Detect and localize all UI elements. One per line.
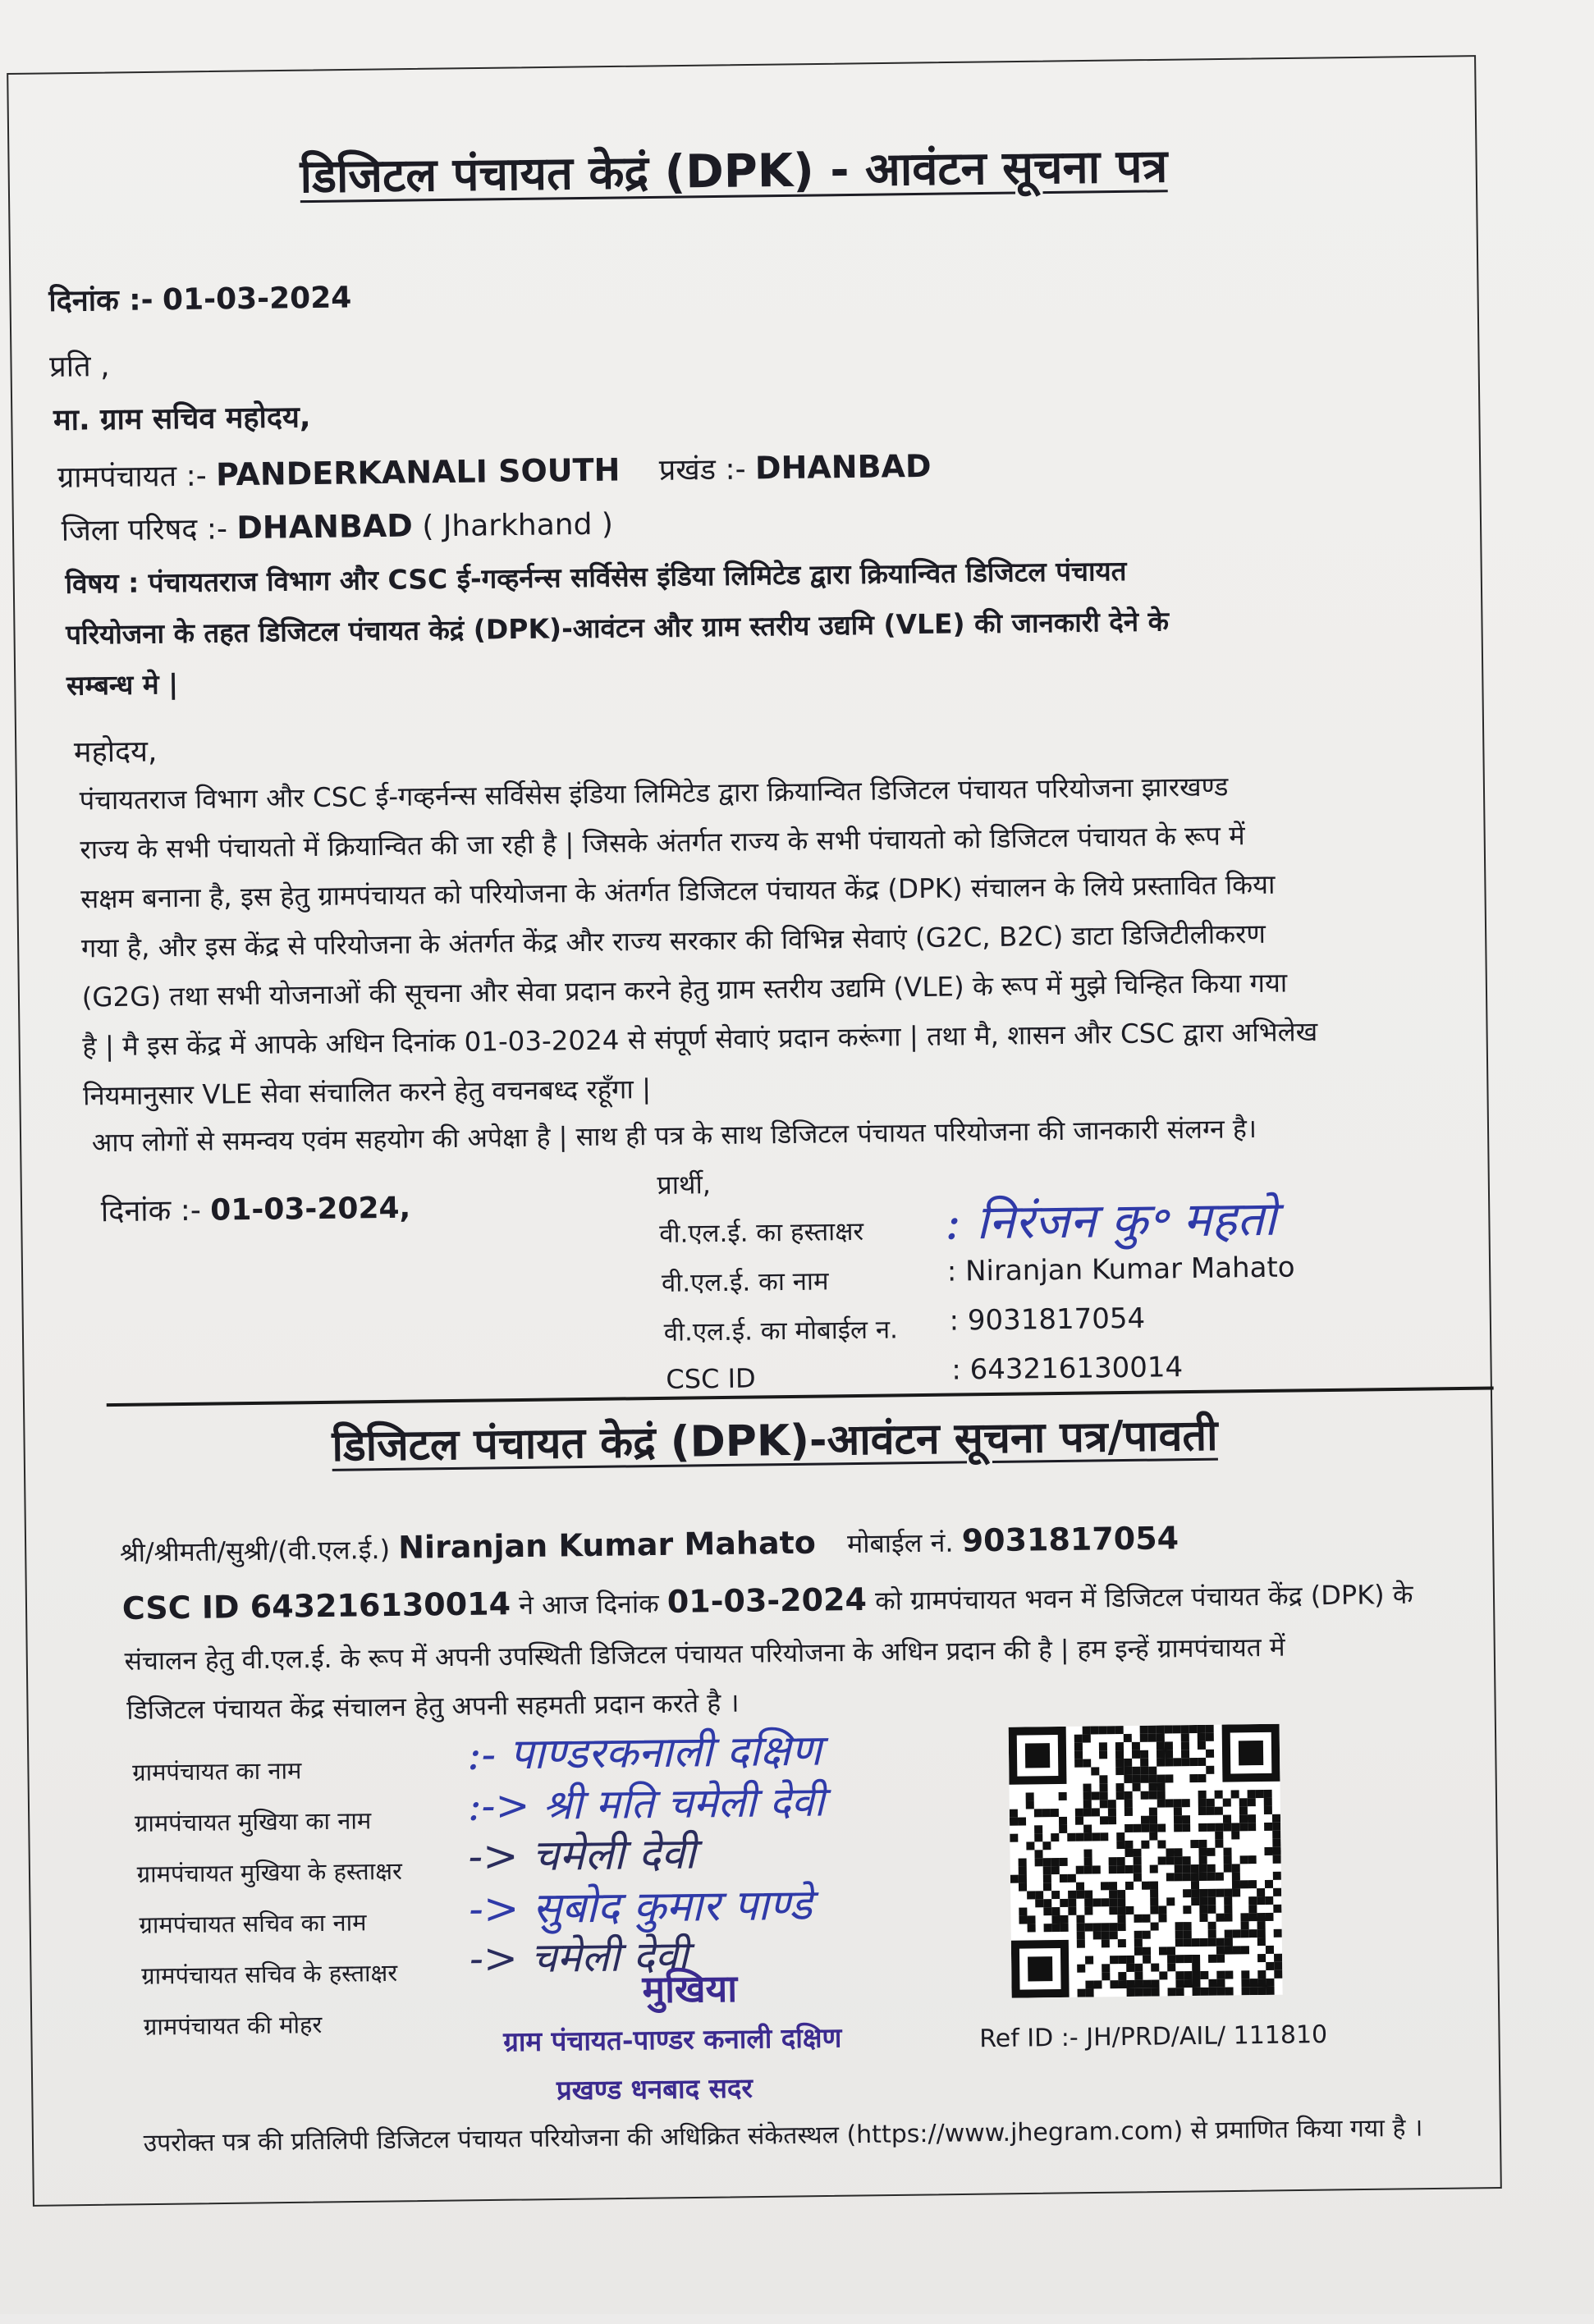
receipt-line-3: संचालन हेतु वी.एल.ई. के रूप में अपनी उपस्थिती डिजिटल पंचायत परियोजना के अधिन प्रदान की है | हम इन्हें ग्रामपंचायत में (124, 1632, 1285, 1677)
letter-date-2: दिनांक :- 01-03-2024, (100, 1191, 411, 1229)
receipt-line-1: श्री/श्रीमती/सुश्री/(वी.एल.ई.) Niranjan Kumar Mahato मोबाईल नं. 9031817054 (119, 1520, 1179, 1568)
letter-addressee: मा. ग्राम सचिव महोदय, (53, 400, 311, 437)
letter-body: पंचायतराज विभाग और CSC ई-गव्हर्नन्स सर्विसेस इंडिया लिमिटेड द्वारा क्रियान्वित डिजिटल पंचायत परियोजना झारखण्ड राज्य के सभी पंचायतो में क्रियान्वित की जा रही है | जिसके अंतर्गत राज्य के सभी पंचायतो को डिजिटल पंचायत के रूप में सक्षम बनाना है, इस हेतु ग्रामपंचायत को परियोजना के अंतर्गत डिजिटल पंचायत केंद्र (DPK) संचालन के लिये प्रस्तावित किया गया है, और इस केंद्र से परियोजना के अंतर्गत केंद्र और राज्य सरकार की विभिन्न सेवाएं (G2C, B2C) डाटा डिजिटीलीकरण (G2G) तथा सभी योजनाओं की सूचना और सेवा प्रदान करने हेतु ग्राम स्तरीय उद्यमि (VLE) के रूप में मुझे चिन्हित किया गया है | मै इस केंद्र में आपके अधिन दिनांक 01-03-2024 से संपूर्ण सेवाएं प्रदान करूंगा | तथा मै, शासन और CSC द्वारा अभिलेख नियमानुसार VLE सेवा संचालित करने हेतु वचनबध्द रहूँगा | (79, 771, 1318, 1112)
letter-to: प्रति , (49, 350, 110, 384)
footer-note: उपरोक्त पत्र की प्रतिलिपी डिजिटल पंचायत परियोजना की अधिक्रित संकेतस्थल (https://www.jhegram.com) से प्रमाणित किया गया है । (143, 2113, 1423, 2158)
field-label-secretary-name: ग्रामपंचायत सचिव का नाम (139, 1908, 367, 1939)
qr-code (1009, 1724, 1283, 1998)
section-divider (107, 1387, 1494, 1407)
csc-id-label: CSC ID (666, 1362, 756, 1395)
letter-closing: आप लोगों से समन्वय एवंम सहयोग की अपेक्षा है | साथ ही पत्र के साथ डिजिटल पंचायत परियोजना की जानकारी संलग्न है। (91, 1113, 1257, 1159)
vle-signature: : निरंजन कु॰ महतो (944, 1190, 1277, 1251)
letter-district: जिला परिषद :- DHANBAD ( Jharkhand ) (61, 507, 614, 548)
field-value-mukhiya-sign: -> चमेली देवी (468, 1829, 696, 1882)
letter-subject: विषय : पंचायतराज विभाग और CSC ई-गव्हर्नन्स सर्विसेस इंडिया लिमिटेड द्वारा क्रियान्वित डिजिटल पंचायत परियोजना के तहत डिजिटल पंचायत केद्रं (DPK)-आवंटन और ग्राम स्तरीय उद्यमि (VLE) की जानकारी देने के सम्बन्ध मे | (65, 554, 1170, 702)
ref-id: Ref ID :- JH/PRD/AIL/ 111810 (979, 2020, 1328, 2054)
letter-applicant: प्रार्थी, (657, 1169, 712, 1201)
vle-name-label: वी.एल.ई. का नाम (661, 1266, 829, 1298)
field-label-mukhiya-sign: ग्रामपंचायत मुखिया के हस्ताक्षर (136, 1856, 403, 1888)
field-value-gp-name: :- पाण्डरकनाली दक्षिण (466, 1726, 822, 1780)
vle-name-value: : Niranjan Kumar Mahato (946, 1251, 1295, 1288)
receipt-line-2: CSC ID 643216130014 ने आज दिनांक 01-03-2024 को ग्रामपंचायत भवन में डिजिटल पंचायत केंद्र (DPK) के (121, 1578, 1413, 1626)
field-value-mukhiya-name: :-> श्री मति चमेली देवी (467, 1777, 825, 1830)
vle-sign-label: वी.एल.ई. का हस्ताक्षर (659, 1216, 864, 1249)
letter-date: दिनांक :- 01-03-2024 (48, 281, 352, 318)
stamp-mukhiya: मुखिया (642, 1965, 738, 2012)
field-value-secretary-sign: -> चमेली देवी (469, 1932, 689, 1983)
letter-title: डिजिटल पंचायत केद्रं (DPK) - आवंटन सूचना पत्र (300, 140, 1168, 204)
letter-panchayat: ग्रामपंचायत :- PANDERKANALI SOUTH प्रखंड :- DHANBAD (57, 447, 932, 495)
stamp-line-1: ग्राम पंचायत-पाण्डर कनाली दक्षिण (503, 2021, 842, 2058)
field-label-secretary-sign: ग्रामपंचायत सचिव के हस्ताक्षर (141, 1958, 398, 1990)
vle-mobile-value: : 9031817054 (949, 1302, 1146, 1338)
csc-id-value: : 643216130014 (951, 1351, 1184, 1387)
receipt-line-4: डिजिटल पंचायत केंद्र संचालन हेतु अपनी सहमती प्रदान करते है । (126, 1686, 740, 1726)
field-label-mukhiya-name: ग्रामपंचायत मुखिया का नाम (134, 1806, 372, 1837)
letter-salutation: महोदय, (73, 734, 158, 770)
receipt-title: डिजिटल पंचायत केद्रं (DPK)-आवंटन सूचना पत्र/पावती (332, 1411, 1218, 1471)
vle-mobile-label: वी.एल.ई. का मोबाईल न. (663, 1315, 899, 1347)
field-label-seal: ग्रामपंचायत की मोहर (143, 2011, 323, 2041)
qr-code-graphic (1009, 1724, 1283, 1998)
stamp-line-2: प्रखण्ड धनबाद सदर (556, 2071, 753, 2107)
field-value-secretary-name: -> सुबोद कुमार पाण्डे (468, 1880, 813, 1934)
field-label-gp-name: ग्रामपंचायत का नाम (132, 1756, 302, 1786)
